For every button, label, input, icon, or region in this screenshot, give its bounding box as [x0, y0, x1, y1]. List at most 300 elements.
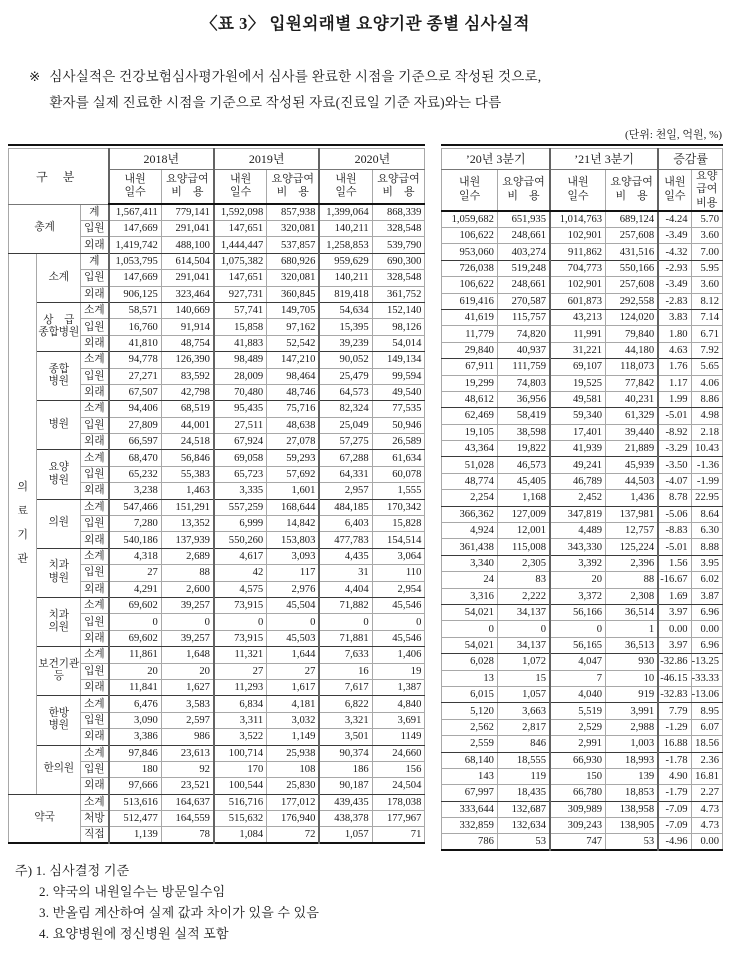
value-cell: 4,840: [372, 696, 425, 712]
value-cell: 3,032: [267, 712, 320, 728]
value-cell: 0.00: [658, 621, 691, 637]
subgroup-label: 종합 병원: [37, 352, 81, 401]
value-cell: 550,260: [214, 532, 267, 548]
value-cell: 24: [442, 572, 498, 588]
value-cell: 41,619: [442, 309, 498, 325]
value-cell: -7.09: [658, 801, 691, 817]
value-cell: 3,090: [109, 712, 162, 728]
value-cell: 57,741: [214, 302, 267, 318]
value-cell: -5.01: [658, 408, 691, 424]
value-cell: 137,939: [161, 532, 214, 548]
value-cell: 6.30: [691, 523, 722, 539]
change-cost-header: 요양 급여 비용: [691, 169, 722, 211]
value-cell: 23,521: [161, 778, 214, 794]
value-cell: 2,529: [550, 719, 606, 735]
value-cell: 2,817: [497, 719, 550, 735]
value-cell: 54,021: [442, 637, 498, 653]
value-cell: 3,501: [319, 729, 372, 745]
value-cell: 25,830: [267, 778, 320, 794]
value-cell: 2,689: [161, 548, 214, 564]
value-cell: 66,930: [550, 752, 606, 768]
row-type-label: 입원: [81, 565, 109, 581]
value-cell: 150: [550, 768, 606, 784]
value-cell: 6,834: [214, 696, 267, 712]
value-cell: 50,946: [372, 417, 425, 433]
value-cell: 11,779: [442, 326, 498, 342]
row-type-label: 소계: [81, 548, 109, 564]
value-cell: 6,028: [442, 654, 498, 670]
value-cell: 248,661: [497, 277, 550, 293]
value-cell: -1.79: [658, 785, 691, 801]
value-cell: 4,047: [550, 654, 606, 670]
value-cell: 27: [109, 565, 162, 581]
value-cell: 488,100: [161, 237, 214, 253]
visit-days-header: 내원 일수: [442, 169, 498, 211]
section-label: [9, 253, 37, 794]
value-cell: 1.17: [658, 375, 691, 391]
value-cell: 747: [550, 834, 606, 851]
value-cell: 1,592,098: [214, 204, 267, 221]
value-cell: 102,901: [550, 228, 606, 244]
value-cell: 4,924: [442, 523, 498, 539]
value-cell: 45,546: [372, 630, 425, 646]
value-cell: 11,841: [109, 679, 162, 695]
value-cell: 3,372: [550, 588, 606, 604]
value-cell: 868,339: [372, 204, 425, 221]
value-cell: 8.64: [691, 506, 722, 522]
value-cell: 1,072: [497, 654, 550, 670]
value-cell: 309,989: [550, 801, 606, 817]
value-cell: 651,935: [497, 211, 550, 228]
year-header: ’21년 3분기: [550, 148, 658, 169]
value-cell: -8.92: [658, 424, 691, 440]
value-cell: 403,274: [497, 244, 550, 260]
value-cell: 45,546: [372, 597, 425, 613]
value-cell: 21,889: [606, 441, 659, 457]
subgroup-label: 치과 병원: [37, 548, 81, 597]
value-cell: 15,858: [214, 319, 267, 335]
value-cell: 3.83: [658, 309, 691, 325]
value-cell: 11,861: [109, 647, 162, 663]
value-cell: 126,390: [161, 352, 214, 368]
value-cell: 90,052: [319, 352, 372, 368]
value-cell: 164,637: [161, 794, 214, 810]
value-cell: 919: [606, 686, 659, 702]
value-cell: 79,840: [606, 326, 659, 342]
value-cell: 124,020: [606, 309, 659, 325]
value-cell: 1,617: [267, 679, 320, 695]
value-cell: 180: [109, 761, 162, 777]
value-cell: 43,213: [550, 309, 606, 325]
value-cell: -8.83: [658, 523, 691, 539]
value-cell: 0: [550, 621, 606, 637]
value-cell: 680,926: [267, 253, 320, 269]
value-cell: 0: [267, 614, 320, 630]
value-cell: 8.95: [691, 703, 722, 719]
row-type-label: 소계: [81, 745, 109, 761]
value-cell: 64,331: [319, 466, 372, 482]
value-cell: 537,857: [267, 237, 320, 253]
value-cell: 83: [497, 572, 550, 588]
review-table-years: [8, 148, 425, 845]
benefit-cost-header: 요양급여 비 용: [497, 169, 550, 211]
value-cell: 1,555: [372, 483, 425, 499]
value-cell: 139: [606, 768, 659, 784]
value-cell: 257,608: [606, 277, 659, 293]
subgroup-label: 병원: [37, 401, 81, 450]
value-cell: 7: [550, 670, 606, 686]
row-type-label: 소계: [81, 647, 109, 663]
value-cell: 39,239: [319, 335, 372, 351]
value-cell: -5.01: [658, 539, 691, 555]
value-cell: 46,573: [497, 457, 550, 473]
value-cell: 6.07: [691, 719, 722, 735]
value-cell: 73,915: [214, 597, 267, 613]
value-cell: 0: [214, 614, 267, 630]
value-cell: 2,988: [606, 719, 659, 735]
visit-days-header: 내원 일수: [109, 169, 162, 204]
table-title: 〈표 3〉 입원외래별 요양기관 종별 심사실적: [201, 14, 530, 33]
value-cell: 11,321: [214, 647, 267, 663]
value-cell: 1,463: [161, 483, 214, 499]
value-cell: 1,258,853: [319, 237, 372, 253]
value-cell: 484,185: [319, 499, 372, 515]
value-cell: 71: [372, 827, 425, 844]
value-cell: 1,057: [319, 827, 372, 844]
value-cell: 309,243: [550, 818, 606, 834]
row-type-label: 소계: [81, 696, 109, 712]
value-cell: 539,790: [372, 237, 425, 253]
value-cell: 59,340: [550, 408, 606, 424]
value-cell: 0: [319, 614, 372, 630]
value-cell: 4.73: [691, 818, 722, 834]
value-cell: 1,387: [372, 679, 425, 695]
value-cell: 78: [161, 827, 214, 844]
subgroup-label: 치과 의원: [37, 597, 81, 646]
year-header: 2018년: [109, 148, 214, 169]
value-cell: 24,660: [372, 745, 425, 761]
value-cell: -13.25: [691, 654, 722, 670]
value-cell: 68,470: [109, 450, 162, 466]
value-cell: 4.73: [691, 801, 722, 817]
section-label-text: 의 료 기 관: [17, 481, 28, 566]
value-cell: -46.15: [658, 670, 691, 686]
value-cell: 44,503: [606, 473, 659, 489]
value-cell: 25,938: [267, 745, 320, 761]
value-cell: 100,714: [214, 745, 267, 761]
value-cell: 69,107: [550, 359, 606, 375]
value-cell: 857,938: [267, 204, 320, 221]
value-cell: 10.43: [691, 441, 722, 457]
value-cell: 31,221: [550, 342, 606, 358]
value-cell: 39,257: [161, 597, 214, 613]
value-cell: 77,842: [606, 375, 659, 391]
value-cell: 26,589: [372, 434, 425, 450]
row-type-label: 직접: [81, 827, 109, 844]
value-cell: 366,362: [442, 506, 498, 522]
value-cell: 54,021: [442, 604, 498, 620]
value-cell: 20: [109, 663, 162, 679]
value-cell: 41,883: [214, 335, 267, 351]
value-cell: 88: [161, 565, 214, 581]
value-cell: 1,168: [497, 490, 550, 506]
value-cell: 4,318: [109, 548, 162, 564]
value-cell: 270,587: [497, 293, 550, 309]
value-cell: 34,137: [497, 604, 550, 620]
value-cell: 3,386: [109, 729, 162, 745]
value-cell: 5.65: [691, 359, 722, 375]
value-cell: 2,957: [319, 483, 372, 499]
value-cell: 15: [497, 670, 550, 686]
value-cell: 45,504: [267, 597, 320, 613]
value-cell: 3.87: [691, 588, 722, 604]
value-cell: 41,939: [550, 441, 606, 457]
value-cell: 74,803: [497, 375, 550, 391]
value-cell: 6.71: [691, 326, 722, 342]
value-cell: 1.56: [658, 555, 691, 571]
row-type-label: 소계: [81, 794, 109, 810]
value-cell: 7,280: [109, 516, 162, 532]
footnote-line: 4. 요양병원에 정신병원 실적 포함: [39, 926, 229, 942]
value-cell: 97,666: [109, 778, 162, 794]
value-cell: 71,882: [319, 597, 372, 613]
value-cell: -1.36: [691, 457, 722, 473]
row-type-label: 계: [81, 253, 109, 269]
value-cell: 18,435: [497, 785, 550, 801]
value-cell: 726,038: [442, 260, 498, 276]
row-type-label: 입원: [81, 761, 109, 777]
value-cell: 137,981: [606, 506, 659, 522]
value-cell: 49,241: [550, 457, 606, 473]
value-cell: 39,440: [606, 424, 659, 440]
value-cell: 125,224: [606, 539, 659, 555]
value-cell: 8.88: [691, 539, 722, 555]
value-cell: 151,291: [161, 499, 214, 515]
visit-days-header: 내원 일수: [550, 169, 606, 211]
value-cell: 69,602: [109, 630, 162, 646]
group-label: 약국: [9, 794, 81, 843]
value-cell: -4.07: [658, 473, 691, 489]
value-cell: 69,058: [214, 450, 267, 466]
value-cell: 46,789: [550, 473, 606, 489]
value-cell: 132,634: [497, 818, 550, 834]
visit-days-header: 내원 일수: [319, 169, 372, 204]
value-cell: 5.95: [691, 260, 722, 276]
value-cell: 3,583: [161, 696, 214, 712]
value-cell: 140,211: [319, 270, 372, 286]
value-cell: 16: [319, 663, 372, 679]
value-cell: 75,716: [267, 401, 320, 417]
value-cell: -3.50: [658, 457, 691, 473]
value-cell: 3.97: [658, 604, 691, 620]
value-cell: 56,165: [550, 637, 606, 653]
value-cell: 11,293: [214, 679, 267, 695]
value-cell: 1,648: [161, 647, 214, 663]
value-cell: 65,232: [109, 466, 162, 482]
value-cell: 67,911: [442, 359, 498, 375]
value-cell: 1,139: [109, 827, 162, 844]
value-cell: 19,525: [550, 375, 606, 391]
value-cell: 156: [372, 761, 425, 777]
value-cell: 19,105: [442, 424, 498, 440]
value-cell: 74,820: [497, 326, 550, 342]
value-cell: 0: [442, 621, 498, 637]
subgroup-label: 의원: [37, 499, 81, 548]
row-type-label: 계: [81, 204, 109, 221]
value-cell: 519,248: [497, 260, 550, 276]
value-cell: -33.33: [691, 670, 722, 686]
value-cell: 119: [497, 768, 550, 784]
value-cell: -5.06: [658, 506, 691, 522]
value-cell: 97,846: [109, 745, 162, 761]
row-type-label: 외래: [81, 778, 109, 794]
value-cell: 48,754: [161, 335, 214, 351]
value-cell: 149,705: [267, 302, 320, 318]
value-cell: 2,597: [161, 712, 214, 728]
value-cell: 8.12: [691, 293, 722, 309]
value-cell: 515,632: [214, 811, 267, 827]
value-cell: 147,669: [109, 270, 162, 286]
value-cell: 36,514: [606, 604, 659, 620]
value-cell: 1,567,411: [109, 204, 162, 221]
value-cell: 2,991: [550, 736, 606, 752]
value-cell: 115,757: [497, 309, 550, 325]
value-cell: 15,395: [319, 319, 372, 335]
footnotes: [8, 860, 723, 944]
footnote-line: 3. 반올림 계산하여 실제 값과 차이가 있을 수 있음: [39, 905, 320, 921]
value-cell: 333,644: [442, 801, 498, 817]
value-cell: 1,003: [606, 736, 659, 752]
value-cell: 38,598: [497, 424, 550, 440]
value-cell: 1.69: [658, 588, 691, 604]
value-cell: 57,692: [267, 466, 320, 482]
subgroup-label: 요양 병원: [37, 450, 81, 499]
value-cell: 27: [267, 663, 320, 679]
value-cell: 56,166: [550, 604, 606, 620]
value-cell: 127,009: [497, 506, 550, 522]
tables-container: [8, 144, 723, 851]
value-cell: 72: [267, 827, 320, 844]
row-type-label: 입원: [81, 319, 109, 335]
value-cell: 819,418: [319, 286, 372, 302]
value-cell: 3,991: [606, 703, 659, 719]
note-line-2: 환자를 실제 진료한 시점을 기준으로 작성된 자료(진료일 기준 자료)와는 다름: [49, 95, 502, 110]
value-cell: 786: [442, 834, 498, 851]
visit-days-header: 내원 일수: [658, 169, 691, 211]
value-cell: 906,125: [109, 286, 162, 302]
value-cell: 8.86: [691, 391, 722, 407]
value-cell: 2,452: [550, 490, 606, 506]
value-cell: 3,663: [497, 703, 550, 719]
value-cell: 54,014: [372, 335, 425, 351]
value-cell: 7.79: [658, 703, 691, 719]
value-cell: 59,293: [267, 450, 320, 466]
value-cell: 108: [267, 761, 320, 777]
row-type-label: 외래: [81, 630, 109, 646]
value-cell: 601,873: [550, 293, 606, 309]
value-cell: 64,573: [319, 384, 372, 400]
value-cell: 98,464: [267, 368, 320, 384]
value-cell: 24,504: [372, 778, 425, 794]
value-cell: 19,822: [497, 441, 550, 457]
value-cell: 154,514: [372, 532, 425, 548]
value-cell: 4,575: [214, 581, 267, 597]
value-cell: 986: [161, 729, 214, 745]
value-cell: 73,915: [214, 630, 267, 646]
value-cell: 132,687: [497, 801, 550, 817]
value-cell: 17,401: [550, 424, 606, 440]
row-type-label: 소계: [81, 352, 109, 368]
value-cell: 68,519: [161, 401, 214, 417]
row-type-label: 입원: [81, 417, 109, 433]
value-cell: 320,081: [267, 270, 320, 286]
value-cell: 27,271: [109, 368, 162, 384]
row-type-label: 외래: [81, 335, 109, 351]
value-cell: 27,078: [267, 434, 320, 450]
value-cell: 704,773: [550, 260, 606, 276]
value-cell: 846: [497, 736, 550, 752]
value-cell: 431,516: [606, 244, 659, 260]
value-cell: 689,124: [606, 211, 659, 228]
value-cell: 177,012: [267, 794, 320, 810]
value-cell: 512,477: [109, 811, 162, 827]
row-type-label: 입원: [81, 466, 109, 482]
value-cell: 58,571: [109, 302, 162, 318]
value-cell: 51,028: [442, 457, 498, 473]
value-cell: 323,464: [161, 286, 214, 302]
value-cell: 58,419: [497, 408, 550, 424]
row-type-label: 외래: [81, 532, 109, 548]
year-header: 2019년: [214, 148, 319, 169]
value-cell: 19,299: [442, 375, 498, 391]
value-cell: 2,600: [161, 581, 214, 597]
value-cell: 2.27: [691, 785, 722, 801]
value-cell: 619,416: [442, 293, 498, 309]
value-cell: 4.90: [658, 768, 691, 784]
value-cell: 48,774: [442, 473, 498, 489]
value-cell: 98,126: [372, 319, 425, 335]
value-cell: 6.96: [691, 604, 722, 620]
value-cell: 147,651: [214, 221, 267, 237]
value-cell: 83,592: [161, 368, 214, 384]
value-cell: 3,392: [550, 555, 606, 571]
value-cell: 34,137: [497, 637, 550, 653]
value-cell: 1,419,742: [109, 237, 162, 253]
value-cell: 20: [161, 663, 214, 679]
value-cell: 42,798: [161, 384, 214, 400]
value-cell: 248,661: [497, 228, 550, 244]
value-cell: 2,562: [442, 719, 498, 735]
value-cell: 516,716: [214, 794, 267, 810]
row-type-label: 입원: [81, 712, 109, 728]
value-cell: 98,489: [214, 352, 267, 368]
subgroup-label: 소계: [37, 253, 81, 302]
value-cell: 143: [442, 768, 498, 784]
value-cell: 3,238: [109, 483, 162, 499]
row-type-label: 외래: [81, 483, 109, 499]
value-cell: 361,752: [372, 286, 425, 302]
row-type-label: 입원: [81, 663, 109, 679]
value-cell: 68,140: [442, 752, 498, 768]
value-cell: 77,535: [372, 401, 425, 417]
value-cell: 3.95: [691, 555, 722, 571]
value-cell: 3,335: [214, 483, 267, 499]
visit-days-header: 내원 일수: [214, 169, 267, 204]
value-cell: 0: [109, 614, 162, 630]
value-cell: 1.80: [658, 326, 691, 342]
value-cell: 3,321: [319, 712, 372, 728]
footnote-line: 2. 약국의 내원일수는 방문일수임: [39, 884, 226, 900]
